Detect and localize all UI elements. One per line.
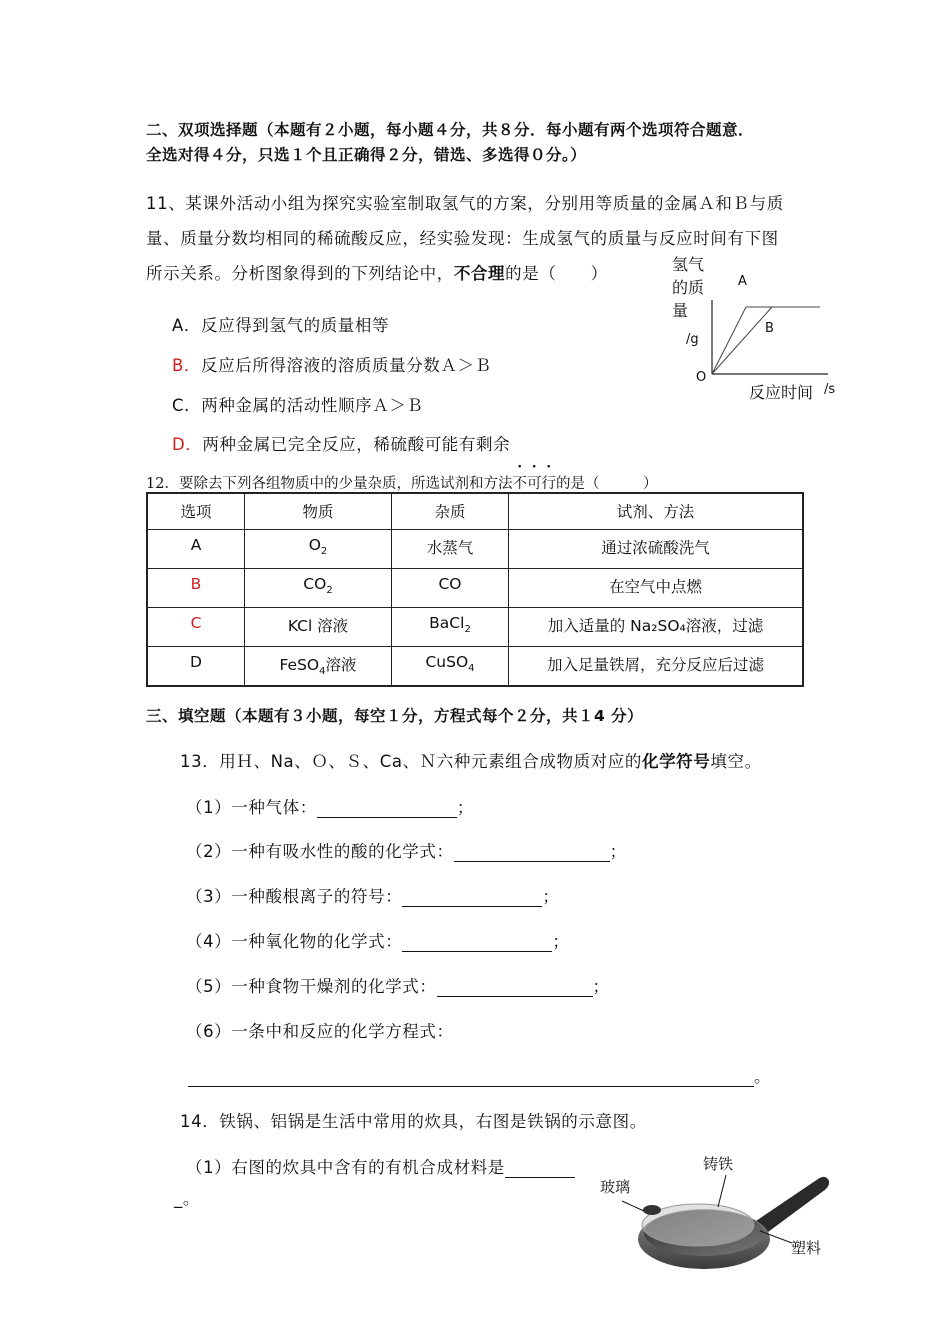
q13-item-2: （2）一种有吸水性的酸的化学式： ； (186, 842, 627, 861)
section2-title-line2: 全选对得４分，只选１个且正确得２分，错选、多选得０分。） (146, 146, 587, 164)
table-cell-method: 通过浓硫酸洗气 (509, 530, 804, 569)
q13-stem-emphasis: 化学符号 (641, 752, 711, 771)
table-cell-substance: FeSO$_4$溶液 (245, 647, 392, 687)
table-cell-impurity: 水蒸气 (392, 530, 509, 569)
table-row (147, 647, 803, 687)
table-cell-method: 在空气中点燃 (509, 569, 804, 608)
graph-axes (700, 300, 830, 380)
table-row (147, 569, 803, 608)
q13-item-6: （6）一条中和反应的化学方程式： (186, 1022, 454, 1041)
q11-option-c (172, 392, 424, 416)
answer-blank[interactable] (437, 979, 593, 997)
answer-blank[interactable] (317, 800, 457, 818)
section3-title: 三、填空题（本题有３小题，每空１分，方程式每个２分，共１4 分） (146, 707, 644, 725)
q11-stem-emphasis: 不合理 (453, 264, 506, 283)
table-cell-option: C (147, 608, 245, 647)
q13-item-5: （5）一种食物干燥剂的化学式： ； (186, 977, 610, 996)
leader-glass (622, 1201, 644, 1211)
pan-label-glass: 玻璃 (600, 1178, 631, 1196)
q12-stem-post: 的是（ ） (555, 476, 658, 492)
table-header-method: 试剂、方法 (509, 493, 804, 530)
q11-option-b-text: 反应后所得溶液的溶质质量分数Ａ＞Ｂ (201, 356, 492, 375)
answer-blank[interactable] (188, 1069, 754, 1087)
q12-table (146, 492, 804, 687)
leader-iron (718, 1175, 726, 1207)
q11-stem-line1: 11、某课外活动小组为探究实验室制取氢气的方案，分别用等质量的金属Ａ和Ｂ与质 (146, 194, 784, 213)
q13-item-4: （4）一种氧化物的化学式： ； (186, 932, 570, 951)
q14-item-1-continued: _。 (174, 1189, 200, 1208)
graph-ylabel-1: 氢气 (672, 255, 705, 274)
q12-emphasis-char-1: 不 (512, 476, 527, 492)
table-cell-option: D (147, 647, 245, 687)
q11-stem-line2: 量、质量分数均相同的稀硫酸反应，经实验发现：生成氢气的质量与反应时间有下图 (146, 229, 779, 248)
table-cell-substance: $O_2$ (245, 530, 392, 569)
q11-stem-line3 (146, 260, 608, 284)
table-cell-method: 加入足量铁屑，充分反应后过滤 (509, 647, 804, 687)
table-row (147, 608, 803, 647)
frying-pan-drawing (600, 1165, 840, 1285)
table-header-option: 选项 (147, 493, 245, 530)
table-cell-option: A (147, 530, 245, 569)
q11-option-b-letter: B． (172, 356, 202, 375)
q12-emphasis-char-3: 行 (541, 476, 556, 492)
q11-option-d-letter: D． (172, 435, 203, 454)
q11-option-b (172, 352, 492, 376)
graph-line-a (712, 307, 746, 374)
table-cell-impurity: CuSO$_4$ (392, 647, 509, 687)
section2-title-line1: 二、双项选择题（本题有２小题，每小题４分，共８分．每小题有两个选项符合题意． (146, 121, 755, 139)
table-cell-method: 加入适量的 Na₂SO₄溶液，过滤 (509, 608, 804, 647)
q13-item-3: （3）一种酸根离子的符号： ； (186, 887, 560, 906)
graph-ylabel-2: 的质 (672, 278, 705, 297)
graph-xlabel: 反应时间 (749, 383, 814, 402)
graph-label-a: A (738, 274, 747, 289)
q13-item-6-answer: 。 (188, 1063, 771, 1087)
graph-origin: O (696, 370, 707, 385)
q12-stem (146, 472, 657, 493)
q11-option-d-text: 两种金属已完全反应，稀硫酸可能有剩余 (202, 435, 511, 454)
pan-label-iron: 铸铁 (703, 1155, 734, 1173)
table-header-substance: 物质 (245, 493, 392, 530)
q11-option-d (172, 431, 510, 455)
q11-option-a-letter: A． (172, 316, 201, 335)
pan-label-plastic: 塑料 (791, 1239, 822, 1257)
table-cell-impurity: BaCl$_2$ (392, 608, 509, 647)
answer-blank[interactable] (505, 1160, 575, 1178)
q11-stem-line3-pre: 所示关系。分析图象得到的下列结论中， (146, 264, 454, 283)
table-cell-substance: KCl 溶液 (245, 608, 392, 647)
q14-item-1: （1）右图的炊具中含有的有机合成材料是 (186, 1154, 575, 1178)
q13-stem-pre: 13．用Ｈ、Na、Ｏ、Ｓ、Ca、Ｎ六种元素组合成物质对应的 (180, 752, 642, 771)
graph-label-b: B (765, 321, 774, 336)
q11-option-a (172, 312, 389, 336)
table-header-impurity: 杂质 (392, 493, 509, 530)
graph-xunit: /s (824, 382, 836, 397)
q11-stem-line3-post: 的是（ ） (505, 264, 608, 283)
q13-item-1: （1）一种气体： ； (186, 798, 474, 817)
table-row (147, 530, 803, 569)
q11-option-c-letter: C． (172, 396, 202, 415)
pan-lid-knob (643, 1205, 661, 1215)
answer-blank[interactable] (454, 844, 610, 862)
graph-ylabel-3: 量 (672, 301, 689, 320)
q11-option-c-text: 两种金属的活动性顺序Ａ＞Ｂ (201, 396, 424, 415)
table-header-row (147, 493, 803, 530)
q12-emphasis-char-2: 可 (526, 476, 542, 492)
graph-yunit: /g (686, 332, 699, 347)
table-cell-substance: $CO_2$ (245, 569, 392, 608)
q14-stem: 14．铁锅、铝锅是生活中常用的炊具，右图是铁锅的示意图。 (180, 1112, 647, 1131)
table-cell-impurity: CO (392, 569, 509, 608)
q13-stem-post: 填空。 (710, 752, 762, 771)
q12-stem-pre: 12．要除去下列各组物质中的少量杂质，所选试剂和方法 (146, 476, 513, 492)
answer-blank[interactable] (402, 889, 542, 907)
graph-line-b (712, 307, 772, 374)
q13-stem (180, 748, 762, 772)
table-cell-option: B (147, 569, 245, 608)
q11-option-a-text: 反应得到氢气的质量相等 (201, 316, 390, 335)
answer-blank[interactable] (402, 934, 552, 952)
